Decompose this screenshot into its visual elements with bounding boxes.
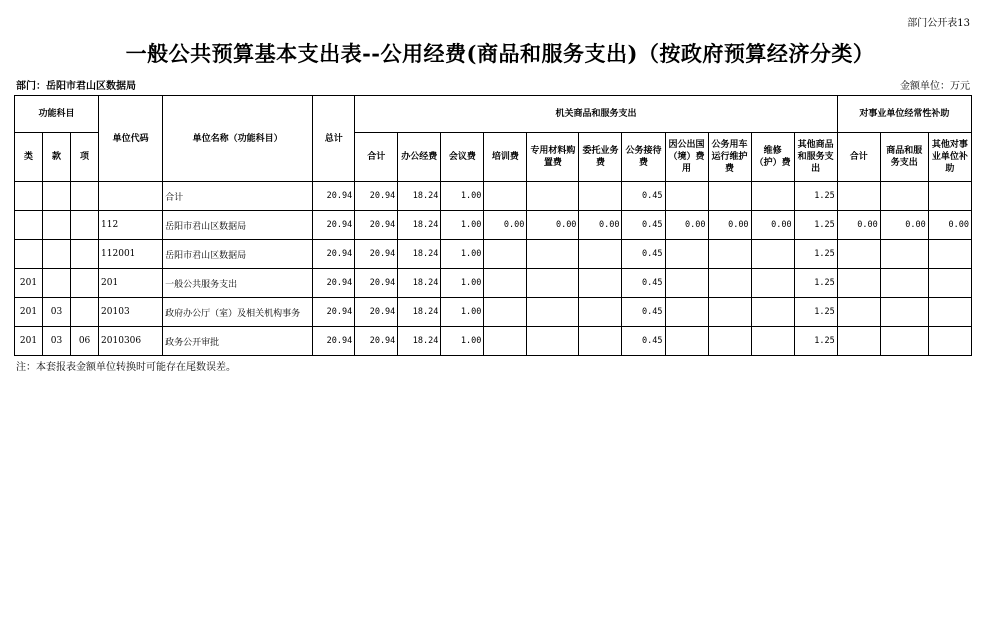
cell-lei [15,240,43,269]
cell-unit-name: 合计 [163,182,313,211]
col-xiang: 项 [71,133,99,182]
cell-org-value: 1.00 [441,240,484,269]
cell-org-value [579,327,622,356]
cell-unit-code: 2010306 [99,327,163,356]
col-total: 总计 [313,96,355,182]
cell-unit-code: 112 [99,211,163,240]
cell-org-value [751,240,794,269]
cell-total: 20.94 [313,269,355,298]
col-kuan: 款 [43,133,71,182]
cell-org-value [527,240,579,269]
col-entrusted: 委托业务费 [579,133,622,182]
table-row [15,182,972,211]
cell-kuan [43,240,71,269]
cell-org-value: 1.00 [441,211,484,240]
cell-org-value: 0.00 [665,211,708,240]
cell-org-value: 0.00 [527,211,579,240]
cell-subsidy-value [928,298,971,327]
col-lei: 类 [15,133,43,182]
cell-unit-code: 112001 [99,240,163,269]
cell-lei: 201 [15,298,43,327]
cell-org-value [484,240,527,269]
col-subsidy-goods: 商品和服务支出 [880,133,928,182]
cell-org-value [527,269,579,298]
table-row [15,211,972,240]
cell-org-value [665,298,708,327]
cell-org-value: 18.24 [398,269,441,298]
cell-org-value: 18.24 [398,298,441,327]
cell-org-value: 0.00 [484,211,527,240]
cell-org-value [484,182,527,211]
cell-subsidy-value [837,182,880,211]
cell-org-value [579,269,622,298]
department-label: 部门：岳阳市君山区数据局 [16,81,136,92]
table-row [15,240,972,269]
cell-kuan [43,182,71,211]
col-abroad: 因公出国（境）费用 [665,133,708,182]
cell-org-value: 0.45 [622,298,665,327]
col-other: 其他商品和服务支出 [794,133,837,182]
col-training: 培训费 [484,133,527,182]
table-row [15,327,972,356]
cell-subsidy-value [837,240,880,269]
cell-org-value: 0.45 [622,240,665,269]
cell-org-value: 0.45 [622,327,665,356]
cell-org-value [708,327,751,356]
col-materials: 专用材料购置费 [527,133,579,182]
cell-xiang [71,211,99,240]
cell-lei: 201 [15,327,43,356]
cell-unit-name: 政府办公厅（室）及相关机构事务 [163,298,313,327]
cell-total: 20.94 [313,240,355,269]
cell-kuan: 03 [43,298,71,327]
cell-subsidy-value [880,298,928,327]
cell-lei: 201 [15,269,43,298]
cell-xiang [71,269,99,298]
cell-org-value: 0.45 [622,182,665,211]
cell-org-value [751,269,794,298]
header-row-1 [15,96,972,133]
cell-subsidy-value: 0.00 [837,211,880,240]
cell-xiang [71,182,99,211]
cell-org-value [708,182,751,211]
cell-org-value [751,327,794,356]
cell-org-value: 1.00 [441,327,484,356]
cell-kuan [43,269,71,298]
cell-org-value: 18.24 [398,327,441,356]
cell-org-value: 0.00 [751,211,794,240]
col-unit-name: 单位名称（功能科目） [163,96,313,182]
cell-org-value: 20.94 [355,269,398,298]
cell-total: 20.94 [313,211,355,240]
cell-org-value [665,327,708,356]
footnote: 注：本套报表金额单位转换时可能存在尾数误差。 [16,362,236,373]
cell-unit-code: 20103 [99,298,163,327]
cell-kuan: 03 [43,327,71,356]
cell-xiang [71,240,99,269]
cell-org-value [708,298,751,327]
cell-org-value [665,240,708,269]
cell-org-value: 1.25 [794,269,837,298]
page-title: 一般公共预算基本支出表--公用经费(商品和服务支出)（按政府预算经济分类） [125,41,875,66]
cell-org-value [665,182,708,211]
cell-total: 20.94 [313,182,355,211]
col-repair: 维修（护）费 [751,133,794,182]
cell-subsidy-value [880,182,928,211]
cell-xiang: 06 [71,327,99,356]
col-subsidy-total: 合计 [837,133,880,182]
col-group-subsidy: 对事业单位经常性补助 [837,96,971,133]
cell-org-value [665,269,708,298]
cell-kuan [43,211,71,240]
cell-org-value: 0.00 [708,211,751,240]
cell-org-value [579,182,622,211]
cell-total: 20.94 [313,327,355,356]
cell-org-value: 20.94 [355,211,398,240]
col-vehicle: 公务用车运行维护费 [708,133,751,182]
cell-org-value: 20.94 [355,182,398,211]
cell-org-value: 1.00 [441,298,484,327]
unit-label: 金额单位：万元 [900,81,970,92]
col-office: 办公经费 [398,133,441,182]
col-unit-code: 单位代码 [99,96,163,182]
cell-org-value: 18.24 [398,211,441,240]
cell-unit-code [99,182,163,211]
col-group-org: 机关商品和服务支出 [355,96,837,133]
cell-subsidy-value [928,240,971,269]
cell-subsidy-value [880,327,928,356]
cell-subsidy-value [880,240,928,269]
cell-org-value: 1.25 [794,327,837,356]
cell-org-value [484,327,527,356]
cell-org-value [708,269,751,298]
cell-total: 20.94 [313,298,355,327]
cell-org-value: 18.24 [398,240,441,269]
cell-org-value [484,298,527,327]
cell-unit-code: 201 [99,269,163,298]
cell-org-value: 0.45 [622,211,665,240]
cell-org-value: 1.25 [794,240,837,269]
cell-subsidy-value [837,298,880,327]
cell-org-value: 1.25 [794,182,837,211]
col-reception: 公务接待费 [622,133,665,182]
cell-xiang [71,298,99,327]
cell-lei [15,182,43,211]
cell-subsidy-value [880,269,928,298]
cell-lei [15,211,43,240]
cell-org-value [527,327,579,356]
cell-org-value [579,240,622,269]
cell-org-value: 20.94 [355,327,398,356]
cell-subsidy-value [928,327,971,356]
cell-org-value: 1.00 [441,269,484,298]
expense-table [14,95,972,356]
col-subsidy-other: 其他对事业单位补助 [928,133,971,182]
cell-org-value [527,298,579,327]
col-func-subject: 功能科目 [15,96,99,133]
cell-org-value: 1.00 [441,182,484,211]
cell-org-value [484,269,527,298]
table-row [15,298,972,327]
cell-subsidy-value [928,182,971,211]
cell-org-value: 0.00 [579,211,622,240]
cell-org-value: 20.94 [355,240,398,269]
cell-org-value: 1.25 [794,298,837,327]
cell-subsidy-value: 0.00 [928,211,971,240]
col-org-total: 合计 [355,133,398,182]
cell-subsidy-value [837,327,880,356]
cell-org-value: 20.94 [355,298,398,327]
cell-subsidy-value [928,269,971,298]
cell-unit-name: 岳阳市君山区数据局 [163,240,313,269]
cell-unit-name: 岳阳市君山区数据局 [163,211,313,240]
cell-unit-name: 政务公开审批 [163,327,313,356]
table-row [15,269,972,298]
cell-org-value: 18.24 [398,182,441,211]
cell-org-value: 1.25 [794,211,837,240]
cell-org-value: 0.45 [622,269,665,298]
cell-subsidy-value: 0.00 [880,211,928,240]
cell-org-value [751,298,794,327]
form-tag: 部门公开表13 [907,18,970,29]
col-meeting: 会议费 [441,133,484,182]
cell-org-value [527,182,579,211]
cell-subsidy-value [837,269,880,298]
cell-org-value [708,240,751,269]
cell-org-value [579,298,622,327]
cell-org-value [751,182,794,211]
cell-unit-name: 一般公共服务支出 [163,269,313,298]
